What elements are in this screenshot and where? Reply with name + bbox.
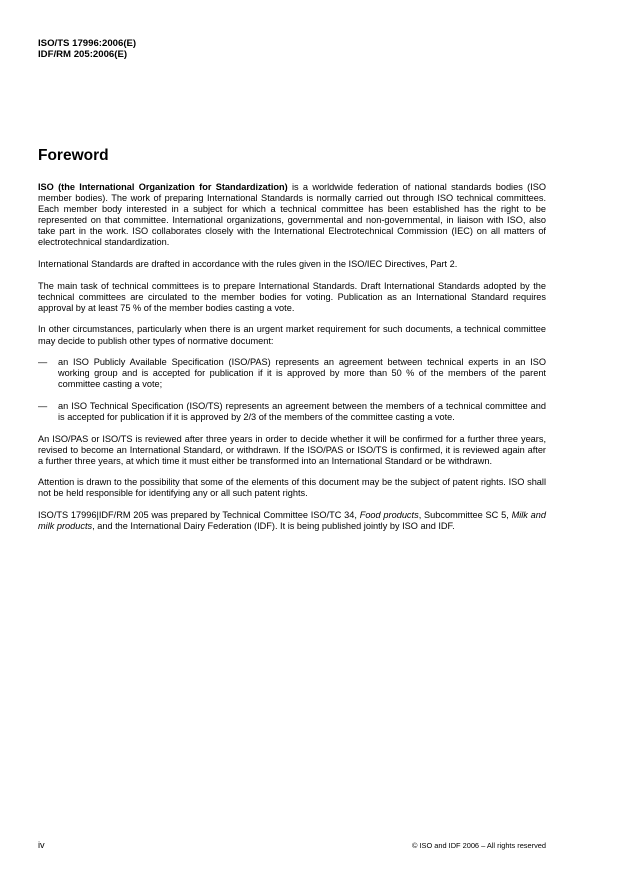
header-idf-number: IDF/RM 205:2006(E) bbox=[38, 49, 128, 60]
copyright-notice: © ISO and IDF 2006 – All rights reserved bbox=[411, 841, 546, 850]
list-item bbox=[38, 357, 546, 390]
iso-intro-text: is a worldwide federation of national standards bodies (ISO member bodies). The work of preparing International Standards is normally carried out through ISO technical committees. Each member body interested in a subject for which a technical committee has been established has the right to be represented on that committee. International organizations, governmental and non-governmental, in liaison with ISO, also take part in the work. ISO collaborates closely with the International Electrotechnical Commission (IEC) on all matters of electrotechnical standardization. bbox=[38, 182, 546, 248]
prep-text-e: , and the International Dairy Federation (IDF). It is being published jointly by ISO and IDF. bbox=[92, 521, 455, 532]
dash-bullet: — bbox=[38, 400, 48, 411]
document-header bbox=[38, 38, 136, 60]
paragraph-preparation bbox=[38, 510, 546, 532]
foreword-body bbox=[38, 182, 546, 543]
prep-text-a: ISO/TS 17996|IDF/RM 205 was prepared by Technical Committee ISO/TC 34, bbox=[38, 510, 360, 521]
list-item-text: an ISO Technical Specification (ISO/TS) represents an agreement between the members of a technical committee and is accepted for publication if it is approved by 2/3 of the members of the committee casting a vote. bbox=[58, 400, 546, 422]
dash-bullet: — bbox=[38, 357, 48, 368]
paragraph-iso-intro bbox=[38, 182, 546, 249]
list-item bbox=[38, 401, 546, 423]
page-title: Foreword bbox=[38, 147, 109, 164]
list-item-text: an ISO Publicly Available Specification (ISO/PAS) represents an agreement between technical experts in an ISO working group and is accepted for publication if it is approved by more than 50 % of the members of the parent committee casting a vote; bbox=[58, 357, 546, 390]
paragraph-patent: Attention is drawn to the possibility that some of the elements of this document may be the subject of patent rights. ISO shall not be held responsible for identifying any or all such patent rights. bbox=[38, 477, 546, 499]
paragraph-main-task: The main task of technical committees is to prepare International Standards. Draft International Standards adopted by the technical committees are circulated to the member bodies for voting. Publication as an International Standard requires approval by at least 75 % of the member bodies casting a vote. bbox=[38, 280, 546, 313]
page-number: iv bbox=[38, 840, 45, 850]
iso-name-bold: ISO (the International Organization for Standardization) bbox=[38, 182, 288, 192]
milk-products-italic: Milk and milk products bbox=[38, 510, 547, 532]
prep-text-c: , Subcommittee SC 5, bbox=[418, 510, 512, 521]
food-products-italic: Food products bbox=[359, 510, 419, 521]
paragraph-directives: International Standards are drafted in accordance with the rules given in the ISO/IEC Directives, Part 2. bbox=[38, 259, 458, 270]
header-iso-number: ISO/TS 17996:2006(E) bbox=[38, 38, 137, 49]
paragraph-other-circumstances: In other circumstances, particularly when there is an urgent market requirement for such documents, a technical committee may decide to publish other types of normative document: bbox=[38, 324, 546, 346]
paragraph-review: An ISO/PAS or ISO/TS is reviewed after three years in order to decide whether it will be confirmed for a further three years, revised to become an International Standard, or withdrawn. If the ISO/PAS or ISO/TS is confirmed, it is reviewed again after a further three years, at which time it must either be transformed into an International Standard or be withdrawn. bbox=[38, 433, 546, 466]
